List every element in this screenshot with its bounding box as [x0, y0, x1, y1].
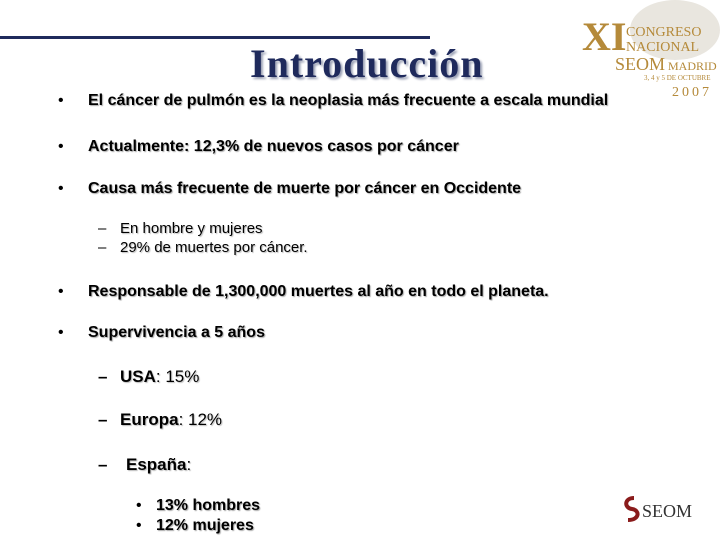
survival-dash: – — [98, 455, 108, 474]
survival-value: : 15% — [155, 367, 200, 386]
logo-roman: XI — [582, 14, 627, 59]
bullet-dot: • — [58, 138, 64, 155]
logo-org: SEOM — [615, 54, 666, 74]
bullet-dot: • — [58, 324, 64, 341]
seom-corner-logo — [620, 490, 693, 526]
bullet-dot: • — [58, 92, 64, 109]
spain-text: 12% mujeres — [156, 517, 254, 534]
survival-value: : 12% — [178, 410, 223, 429]
spain-dot: • — [136, 497, 142, 514]
sub-bullet-text: En hombre y mujeres — [120, 220, 263, 237]
logo-year: 2007 — [672, 85, 712, 100]
survival-label: Europa — [120, 410, 179, 429]
logo-line1: CONGRESO — [626, 25, 702, 40]
bullet-text: Actualmente: 12,3% de nuevos casos por cáncer — [88, 138, 459, 155]
logo-dates: 3, 4 y 5 DE OCTUBRE — [644, 74, 711, 82]
logo-city: MADRID — [668, 59, 717, 73]
spain-dot: • — [136, 517, 142, 534]
sub-bullet-text: 29% de muertes por cáncer. — [120, 239, 308, 256]
logo-line2: NACIONAL — [626, 40, 700, 55]
bullet-text: El cáncer de pulmón es la neoplasia más frecuente a escala mundial — [88, 92, 609, 109]
bullet-dot: • — [58, 283, 64, 300]
congress-logo — [560, 0, 720, 100]
survival-label: USA — [120, 367, 156, 386]
bullet-dot: • — [58, 180, 64, 197]
survival-dash: – — [98, 410, 108, 429]
bullet-text: Supervivencia a 5 años — [88, 324, 265, 341]
bullet-text: Causa más frecuente de muerte por cáncer en Occidente — [88, 180, 522, 197]
page-title: Introducción — [250, 41, 484, 86]
survival-dash: – — [98, 367, 108, 386]
sub-bullet-dash: – — [98, 220, 107, 237]
bullet-text: Responsable de 1,300,000 muertes al año en todo el planeta. — [88, 283, 549, 300]
corner-logo-text: SEOM — [642, 501, 693, 521]
survival-label: España — [126, 455, 187, 474]
sub-bullet-dash: – — [98, 239, 107, 256]
spain-text: 13% hombres — [156, 497, 261, 514]
survival-value: : — [186, 455, 192, 474]
title-underline — [0, 36, 430, 39]
